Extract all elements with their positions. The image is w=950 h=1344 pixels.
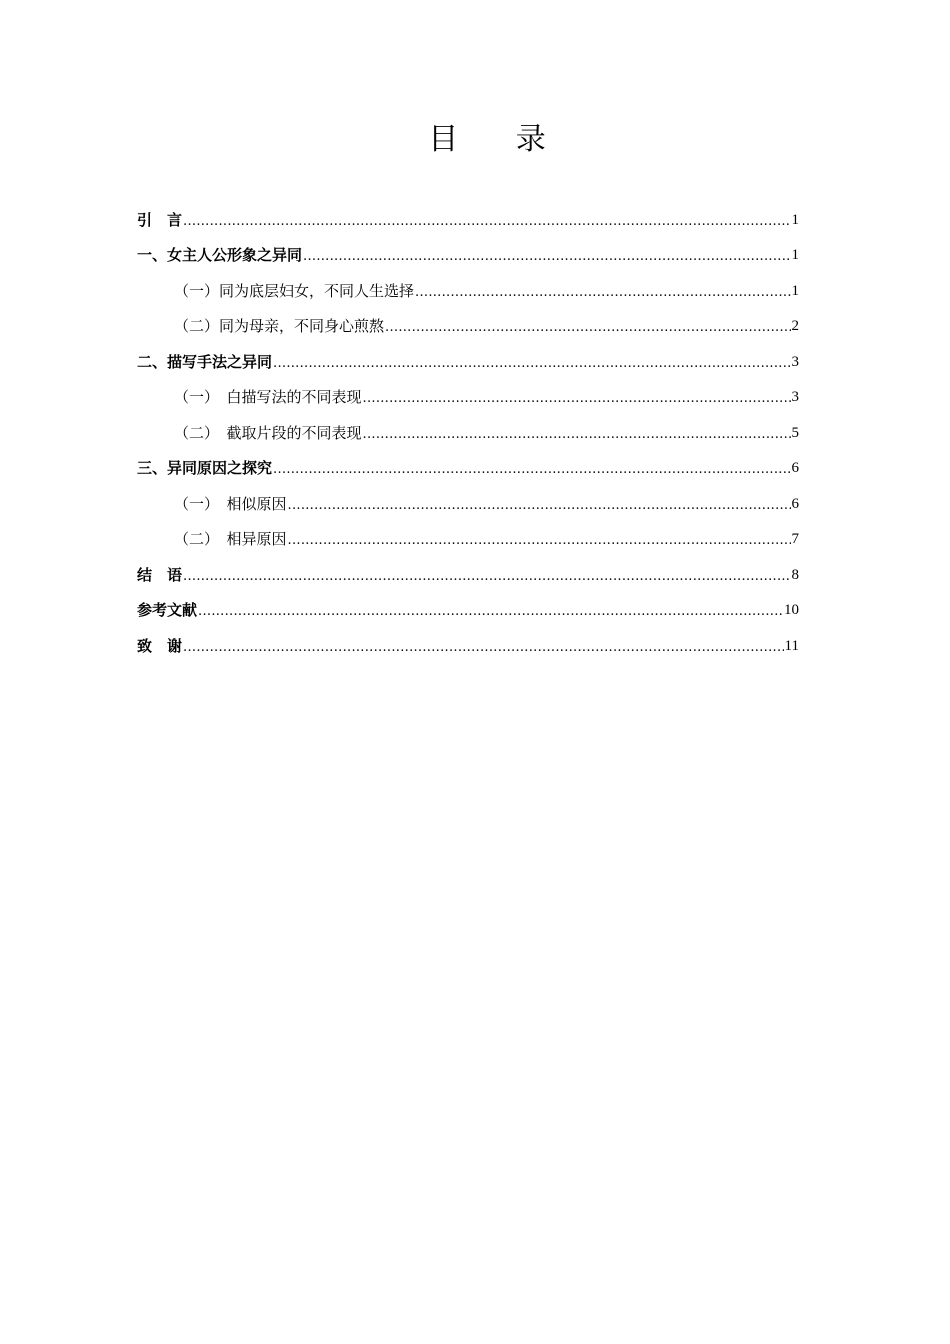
- toc-entry[interactable]: [137, 273, 799, 309]
- toc-entry-label: 二、描写手法之异同: [137, 352, 273, 371]
- toc-entry-label: （二） 相异原因: [174, 530, 287, 549]
- toc-entry-label: 一、女主人公形象之异同: [137, 246, 303, 265]
- toc-page-number: 5: [791, 424, 799, 441]
- toc-entry[interactable]: [137, 202, 799, 238]
- toc-page-number: 3: [791, 353, 799, 370]
- toc-dot-leader: [183, 212, 790, 232]
- toc-dot-leader: [363, 425, 791, 445]
- toc-dot-leader: [288, 496, 791, 516]
- toc-entry[interactable]: [137, 557, 799, 593]
- toc-page-number: 7: [791, 531, 799, 548]
- toc-dot-leader: [198, 602, 783, 622]
- toc-page-number: 1: [791, 211, 799, 228]
- toc-page-number: 11: [784, 637, 799, 654]
- toc-entry-label: 参考文献: [137, 601, 198, 620]
- toc-entry-label: 三、异同原因之探究: [137, 459, 273, 478]
- toc-entry[interactable]: [137, 344, 799, 380]
- toc-dot-leader: [273, 354, 790, 374]
- toc-list: [137, 202, 799, 664]
- toc-entry[interactable]: [137, 593, 799, 629]
- toc-dot-leader: [363, 389, 791, 409]
- toc-title: 目 录: [428, 122, 570, 157]
- toc-entry-label: 致 谢: [137, 636, 183, 655]
- toc-page-number: 10: [784, 602, 799, 619]
- toc-entry-label: 结 语: [137, 565, 183, 584]
- toc-page-number: 1: [791, 282, 799, 299]
- toc-page-number: 3: [791, 389, 799, 406]
- toc-dot-leader: [288, 531, 791, 551]
- toc-dot-leader: [303, 247, 790, 267]
- toc-entry[interactable]: [137, 486, 799, 522]
- toc-page-number: 6: [791, 495, 799, 512]
- toc-dot-leader: [415, 283, 790, 303]
- toc-entry[interactable]: [137, 522, 799, 558]
- toc-entry-label: （二） 截取片段的不同表现: [174, 423, 362, 442]
- toc-dot-leader: [183, 567, 790, 587]
- toc-dot-leader: [273, 460, 790, 480]
- toc-entry[interactable]: [137, 628, 799, 664]
- toc-entry-label: （二）同为母亲，不同身心煎熬: [174, 317, 385, 336]
- toc-entry[interactable]: [137, 451, 799, 487]
- toc-entry[interactable]: [137, 415, 799, 451]
- toc-dot-leader: [385, 318, 790, 338]
- toc-entry-label: （一）同为底层妇女，不同人生选择: [174, 281, 415, 300]
- toc-page-number: 8: [791, 566, 799, 583]
- toc-entry[interactable]: [137, 380, 799, 416]
- toc-entry-label: （一） 白描写法的不同表现: [174, 388, 362, 407]
- toc-entry[interactable]: [137, 309, 799, 345]
- toc-entry-label: 引 言: [137, 210, 183, 229]
- toc-page-number: 2: [791, 318, 799, 335]
- toc-entry[interactable]: [137, 238, 799, 274]
- toc-dot-leader: [183, 638, 784, 658]
- toc-page-number: 6: [791, 460, 799, 477]
- toc-page-number: 1: [791, 247, 799, 264]
- toc-entry-label: （一） 相似原因: [174, 494, 287, 513]
